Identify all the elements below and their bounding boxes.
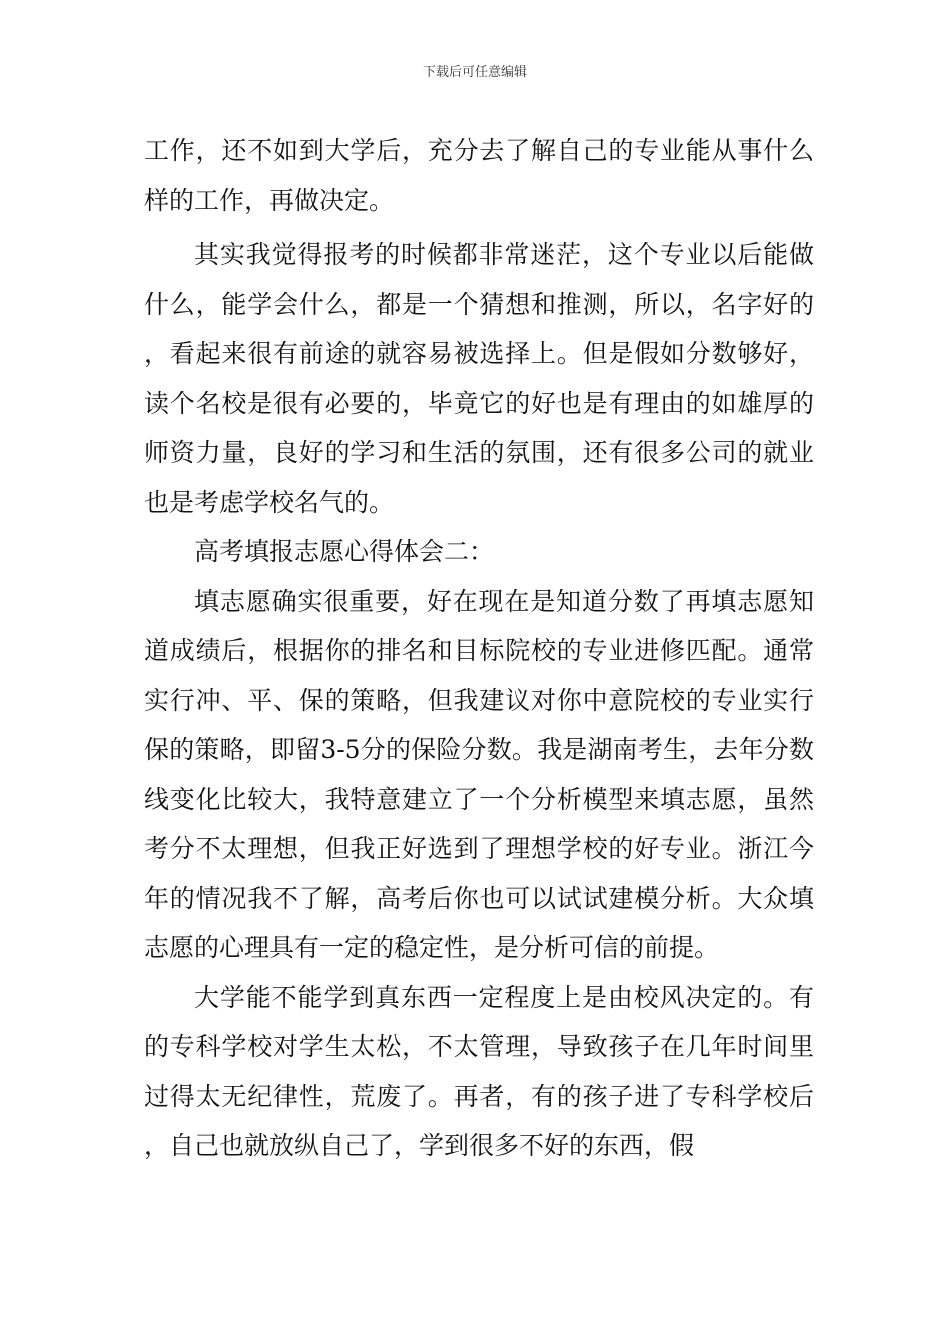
paragraph-4: 大学能不能学到真东西一定程度上是由校风决定的。有的专科学校对学生太松，不太管理，导致孩子在几年时间里过得太无纪律性，荒废了。再者，有的孩子进了专科学校后，自己也就放纵自己了，学到很多不好的东西，假 [144, 982, 814, 1160]
page-header-note: 下载后可任意编辑 [422, 65, 527, 80]
paragraph-3: 填志愿确实很重要，好在现在是知道分数了再填志愿知道成绩后，根据你的排名和目标院校的专业进修匹配。通常实行冲、平、保的策略，但我建议对你中意院校的专业实行保的策略，即留3-5分的保险分数。我是湖南考生，去年分数线变化比较大，我特意建立了一个分析模型来填志愿，虽然考分不太理想，但我正好选到了理想学校的好专业。浙江今年的情况我不了解，高考后你也可以试试建模分析。大众填志愿的心理具有一定的稳定性，是分析可信的前提。 [144, 586, 814, 962]
section-heading: 高考填报志愿心得体会二： [194, 537, 495, 566]
document-body [144, 126, 814, 1171]
paragraph-1: 工作，还不如到大学后，充分去了解自己的专业能从事什么样的工作，再做决定。 [144, 136, 814, 215]
paragraph-2: 其实我觉得报考的时候都非常迷茫，这个专业以后能做什么，能学会什么，都是一个猜想和推测，所以，名字好的，看起来很有前途的就容易被选择上。但是假如分数够好，读个名校是很有必要的，毕竟它的好也是有理由的如雄厚的师资力量，良好的学习和生活的氛围，还有很多公司的就业也是考虑学校名气的。 [144, 240, 814, 517]
